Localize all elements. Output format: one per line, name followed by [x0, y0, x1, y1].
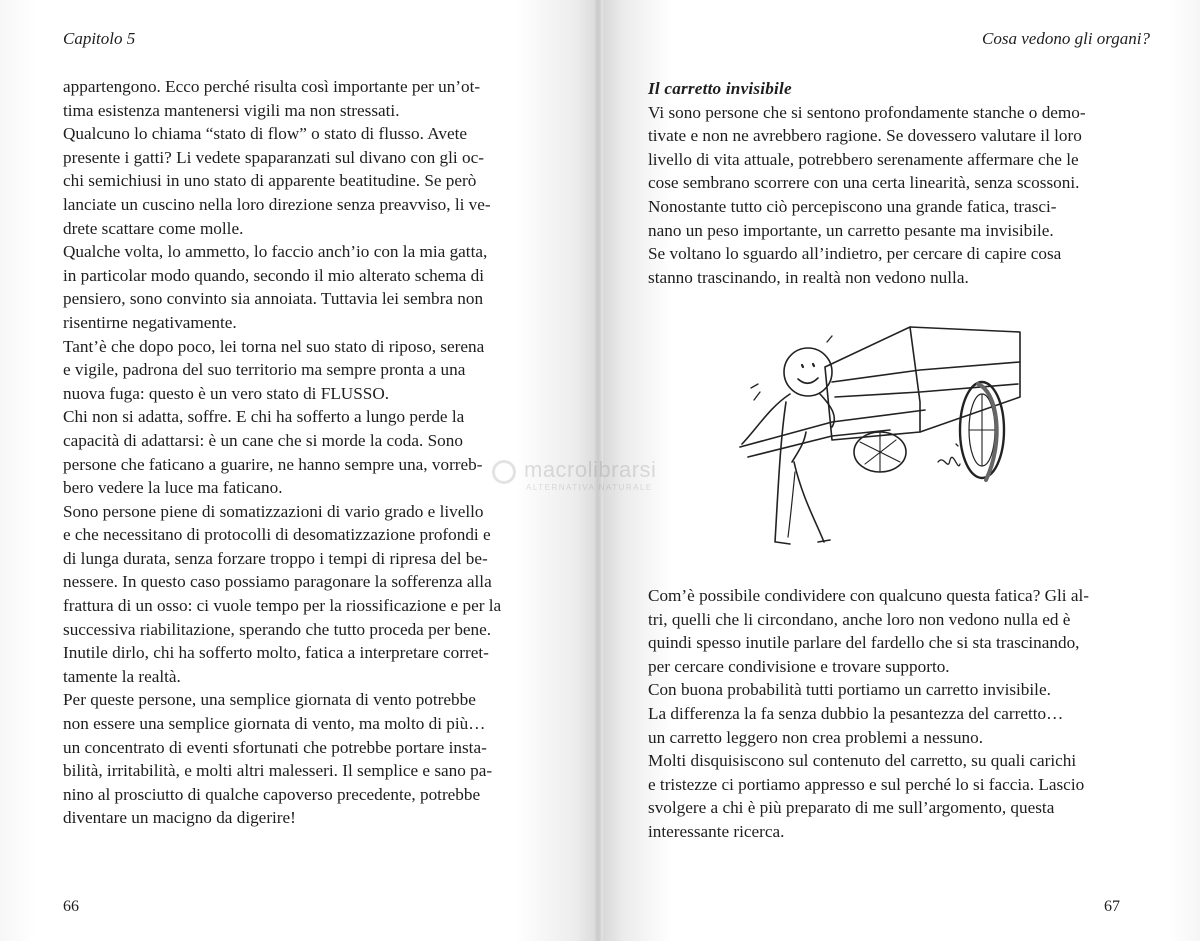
- text-line: Qualcuno lo chiama “stato di flow” o stato di flusso. Avete: [63, 124, 467, 144]
- text-line: Com’è possibile condividere con qualcuno questa fatica? Gli al-: [648, 586, 1090, 605]
- text-line: appartengono. Ecco perché risulta così importante per un’ot-: [63, 77, 481, 96]
- text-line: tima esistenza mantenersi vigili ma non stressati.: [63, 100, 400, 120]
- text-line: e tristezze ci portiamo appresso e sul perché lo si faccia. Lascio: [648, 774, 1085, 794]
- text-line: tamente la realtà.: [63, 666, 181, 686]
- text-line: e che necessitano di protocolli di desomatizzazione profondi e: [63, 525, 491, 545]
- text-line: quindi spesso inutile parlare del fardello che si sta trascinando,: [648, 633, 1080, 653]
- text-line: tivate e non ne avrebbero ragione. Se dovessero valutare il loro: [648, 126, 1082, 146]
- text-line: chi semichiusi in uno stato di apparente beatitudine. Se però: [63, 171, 477, 191]
- text-line: Inutile dirlo, chi ha sofferto molto, fatica a interpretare corret-: [63, 643, 489, 663]
- text-line: lanciate un cuscino nella loro direzione senza preavviso, li ve-: [63, 194, 491, 214]
- text-line: drete scattare come molle.: [63, 218, 244, 238]
- text-line: nano un peso importante, un carretto pesante ma invisibile.: [648, 220, 1054, 240]
- text-line: Qualche volta, lo ammetto, lo faccio anch’io con la mia gatta,: [63, 242, 488, 262]
- text-line: in particolar modo quando, secondo il mio alterato schema di: [63, 265, 484, 285]
- text-line: svolgere a chi è più preparato di me sull’argomento, questa: [648, 798, 1055, 818]
- sketch-signature: [938, 444, 960, 466]
- cart-box-edge: [910, 327, 920, 432]
- text-line: tri, quelli che li circondano, anche loro non vedono nulla ed è: [648, 609, 1071, 629]
- text-line: e vigile, padrona del suo territorio ma sempre pronta a una: [63, 360, 466, 380]
- text-line: frattura di un osso: ci vuole tempo per la riossificazione e per la: [63, 596, 502, 616]
- text-line: nino al prosciutto di qualche capoverso precedente, potrebbe: [63, 784, 481, 804]
- figure-body: [742, 394, 834, 544]
- left-page-body: [63, 75, 501, 830]
- text-line: di lunga durata, senza forzare troppo i tempi di ripresa del be-: [63, 548, 488, 568]
- text-line: stanno trascinando, in realtà non vedono nulla.: [648, 267, 969, 287]
- text-line: Con buona probabilità tutti portiamo un carretto invisibile.: [648, 680, 1051, 700]
- text-line: risentirne negativamente.: [63, 312, 237, 332]
- text-line: un concentrato di eventi sfortunati che potrebbe portare insta-: [63, 737, 487, 757]
- running-head-right: Cosa vedono gli organi?: [982, 29, 1150, 48]
- text-line: per cercare condivisione e trovare supporto.: [648, 656, 950, 676]
- text-line: non essere una semplice giornata di vento, ma molto di più…: [63, 714, 486, 734]
- text-line: pensiero, sono convinto sia annoiata. Tuttavia lei sembra non: [63, 289, 484, 309]
- text-line: Per queste persone, una semplice giornata di vento potrebbe: [63, 690, 476, 710]
- right-page-body-bottom: [648, 584, 1089, 844]
- text-line: presente i gatti? Li vedete spaparanzati sul divano con gli oc-: [63, 147, 484, 167]
- text-line: capacità di adattarsi: è un cane che si morde la coda. Sono: [63, 430, 463, 450]
- text-line: Se voltano lo sguardo all’indietro, per cercare di capire cosa: [648, 244, 1062, 264]
- section-title: Il carretto invisibile: [648, 79, 792, 98]
- text-line: livello di vita attuale, potrebbero serenamente affermare che le: [648, 149, 1079, 169]
- text-line: La differenza la fa senza dubbio la pesantezza del carretto…: [648, 703, 1064, 723]
- cart-box-front: [832, 362, 1020, 382]
- page-number-right: 67: [1104, 898, 1120, 915]
- running-head-left: Capitolo 5: [63, 29, 136, 48]
- text-line: un carretto leggero non crea problemi a nessuno.: [648, 727, 984, 747]
- text-line: bilità, irritabilità, e molti altri malesseri. Il semplice e sano pa-: [63, 761, 493, 781]
- text-line: diventare un macigno da digerire!: [63, 808, 296, 828]
- watermark-tagline: ALTERNATIVA NATURALE: [526, 483, 653, 492]
- cart-sketch-illustration: [720, 322, 1050, 562]
- book-gutter: [593, 0, 603, 941]
- text-line: Nonostante tutto ciò percepiscono una grande fatica, trasci-: [648, 196, 1057, 216]
- text-line: Chi non si adatta, soffre. E chi ha sofferto a lungo perde la: [63, 407, 465, 427]
- text-line: interessante ricerca.: [648, 821, 785, 841]
- text-line: Vi sono persone che si sentono profondamente stanche o demo-: [648, 102, 1086, 122]
- right-page-body-top: [648, 77, 1086, 289]
- text-line: successiva riabilitazione, sperando che tutto proceda per bene.: [63, 619, 492, 639]
- text-line: nessere. In questo caso possiamo paragonare la sofferenza alla: [63, 572, 492, 592]
- figure-smile: [798, 378, 818, 383]
- text-line: persone che faticano a guarire, ne hanno sempre una, vorreb-: [63, 454, 483, 474]
- text-line: Tant’è che dopo poco, lei torna nel suo stato di riposo, serena: [63, 336, 485, 356]
- cart-box: [825, 327, 1020, 440]
- text-line: cose sembrano scorrere con una certa linearità, senza scossoni.: [648, 173, 1080, 193]
- text-line: Sono persone piene di somatizzazioni di vario grado e livello: [63, 501, 484, 521]
- text-line: nuova fuga: questo è un vero stato di FLUSSO.: [63, 383, 390, 403]
- text-line: Molti disquisiscono sul contenuto del carretto, su quali carichi: [648, 751, 1077, 771]
- text-line: bero vedere la luce ma faticano.: [63, 478, 283, 498]
- watermark-brand: macrolibrarsi: [524, 457, 657, 482]
- page-number-left: 66: [63, 898, 79, 915]
